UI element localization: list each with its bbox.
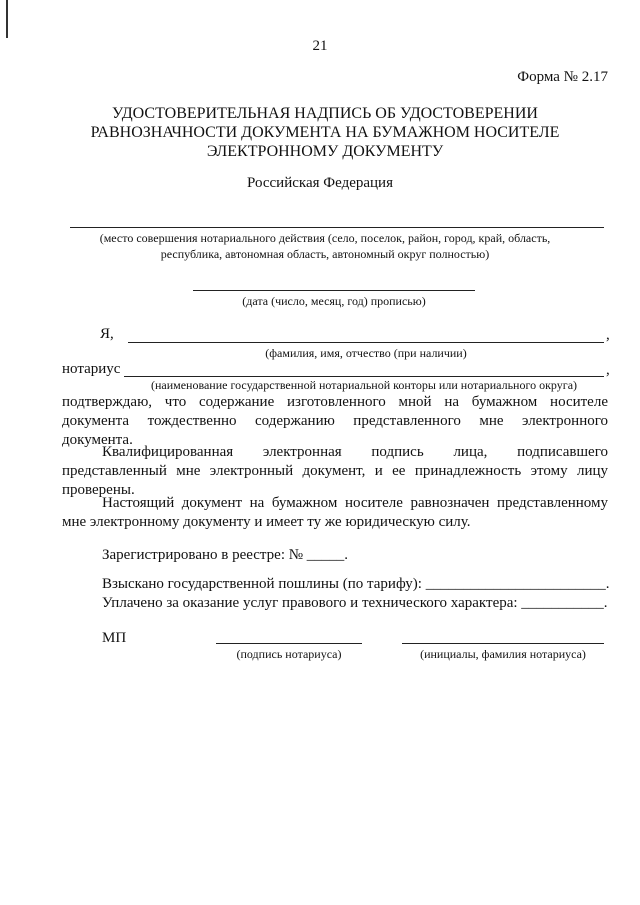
seal-mark: МП xyxy=(102,630,127,646)
place-caption xyxy=(60,230,590,262)
initials-caption: (инициалы, фамилия нотариуса) xyxy=(420,647,586,661)
place-field-line[interactable] xyxy=(70,227,604,228)
title-line-1: УДОСТОВЕРИТЕЛЬНАЯ НАДПИСЬ ОБ УДОСТОВЕРЕНИИ xyxy=(112,105,538,122)
title-line-2: РАВНОЗНАЧНОСТИ ДОКУМЕНТА НА БУМАЖНОМ НОСИТЕЛЕ xyxy=(90,124,560,141)
place-caption-line-1: (место совершения нотариального действия (село, поселок, район, город, край, область, xyxy=(99,231,551,245)
initials-line[interactable] xyxy=(402,643,604,644)
form-number: Форма № 2.17 xyxy=(517,69,608,85)
paragraph-equivalence: Настоящий документ на бумажном носителе равнозначен представленному мне электронному документу и имеет ту же юридическую силу. xyxy=(62,495,608,530)
paragraph-signature: Квалифицированная электронная подпись лица, подписавшего представленный мне электронный документ, и ее принадлежность этому лицу проверены. xyxy=(62,444,608,498)
state-duty-line: Взыскано государственной пошлины (по тарифу): ________________________. xyxy=(102,576,610,592)
title-line-3: ЭЛЕКТРОННОМУ ДОКУМЕНТУ xyxy=(206,143,444,160)
name-field-line[interactable] xyxy=(128,342,604,343)
services-fee-line: Уплачено за оказание услуг правового и технического характера: ___________. xyxy=(102,595,608,611)
office-caption: (наименование государственной нотариальной конторы или нотариального округа) xyxy=(150,378,578,392)
name-comma: , xyxy=(606,327,610,343)
document-title xyxy=(60,104,590,161)
paragraph-confirmation: подтверждаю, что содержание изготовленного мной на бумажном носителе документа тождественно содержанию представленного мне электронного документа. xyxy=(62,394,608,448)
notary-comma: , xyxy=(606,362,610,378)
signature-line[interactable] xyxy=(216,643,362,644)
notary-label: нотариус xyxy=(62,361,121,377)
registry-line: Зарегистрировано в реестре: № _____. xyxy=(102,547,349,563)
page-number: 21 xyxy=(312,38,328,54)
date-field-line[interactable] xyxy=(193,290,475,291)
date-caption: (дата (число, месяц, год) прописью) xyxy=(242,294,426,308)
place-caption-line-2: республика, автономная область, автономный округ полностью) xyxy=(160,247,490,261)
country-name: Российская Федерация xyxy=(247,175,393,191)
scan-edge-mark xyxy=(6,0,8,38)
name-caption: (фамилия, имя, отчество (при наличии) xyxy=(265,346,467,360)
signature-caption: (подпись нотариуса) xyxy=(236,647,342,661)
i-label: Я, xyxy=(100,326,114,342)
